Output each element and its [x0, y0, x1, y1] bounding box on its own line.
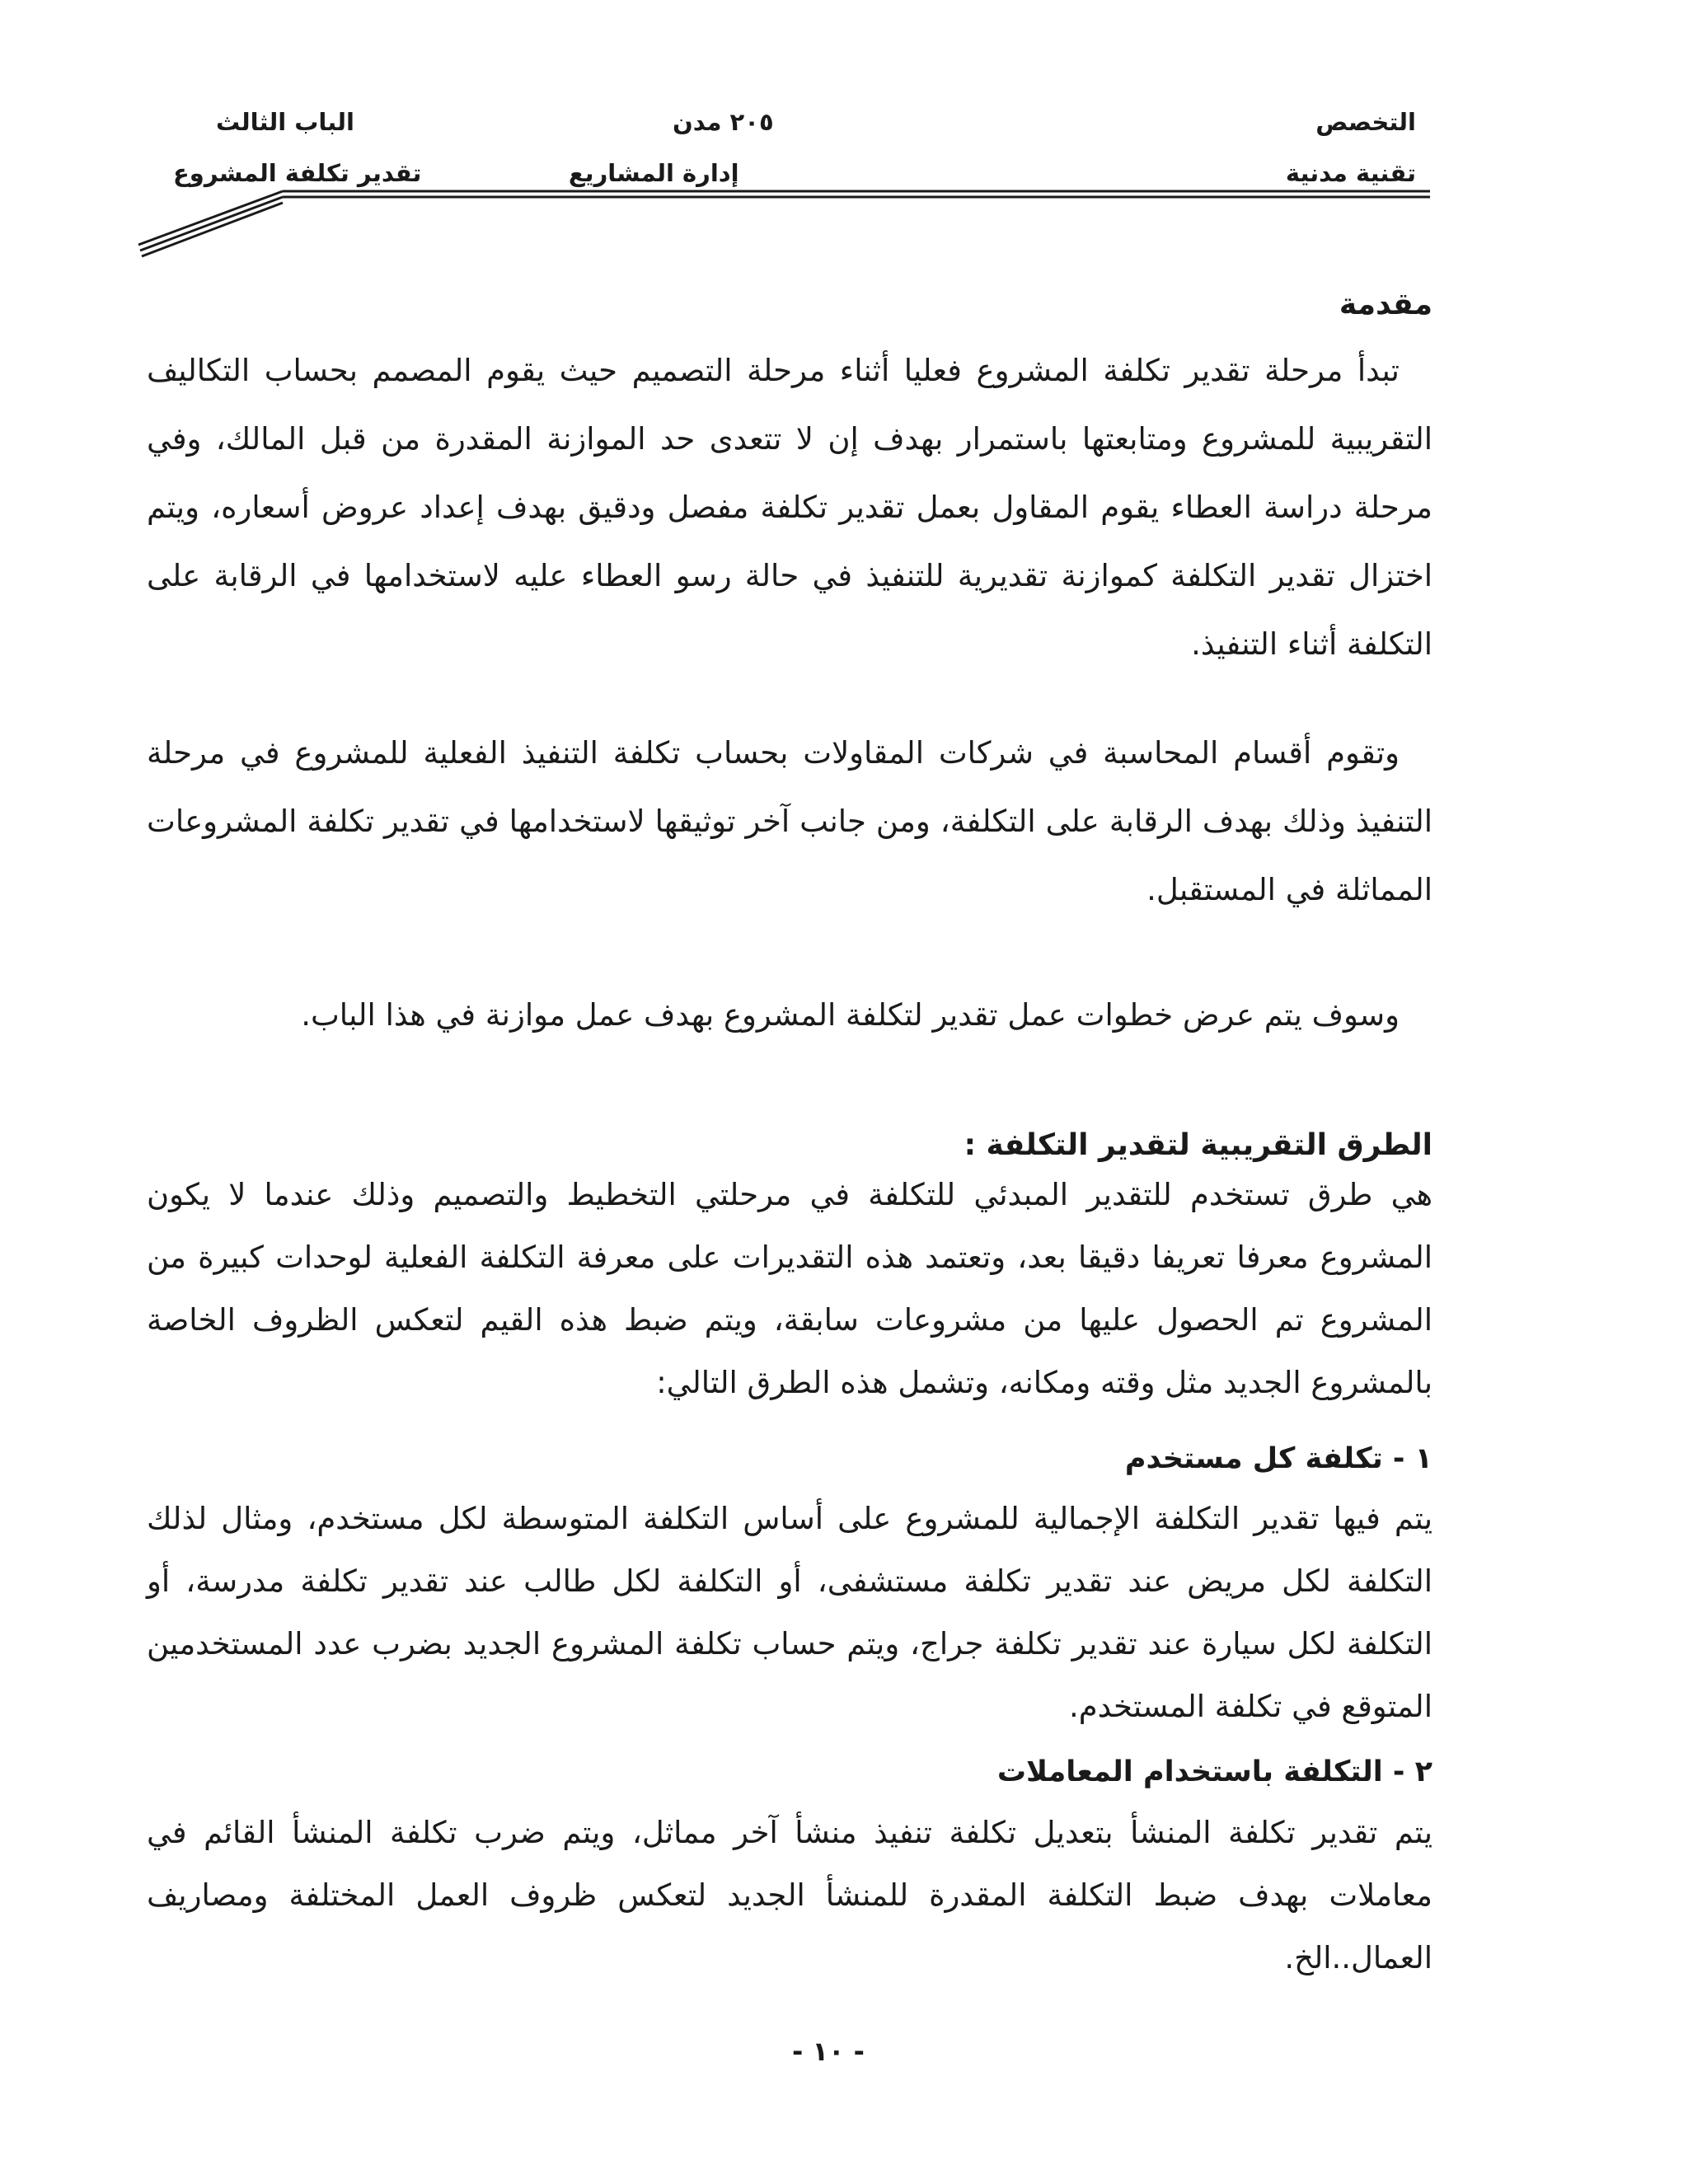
approx-methods-paragraph: هي طرق تستخدم للتقدير المبدئي للتكلفة في مرحلتي التخطيط والتصميم وذلك عندما لا يكون المشروع معرفا تعريفا دقيقا بعد، وتعتمد هذه التقديرات على معرفة التكلفة الفعلية لوحدات كبيرة من المشروع تم الحصول عليها من مشروعات سابقة، ويتم ضبط هذه القيم لتعكس الظروف الخاصة بالمشروع الجديد مثل وقته ومكانه، وتشمل هذه الطرق التالي:: [147, 1177, 1432, 1400]
header-divider: [0, 0, 1688, 272]
method-2-description: يتم تقدير تكلفة المنشأ بتعديل تكلفة تنفيذ منشأ آخر مماثل، ويتم ضرب تكلفة المنشأ القائم في معاملات بهدف ضبط التكلفة المقدرة للمنشأ الجديد لتعكس ظروف العمل المختلفة ومصاريف العمال..الخ.: [147, 1815, 1432, 1975]
method-1-description: يتم فيها تقدير التكلفة الإجمالية للمشروع على أساس التكلفة المتوسطة لكل مستخدم، ومثال لذلك التكلفة لكل مريض عند تقدير تكلفة مستشفى، أو التكلفة لكل طالب عند تقدير تكلفة مدرسة، أو التكلفة لكل سيارة عند تقدير تكلفة جراج، ويتم حساب تكلفة المشروع الجديد بضرب عدد المستخدمين المتوقع في تكلفة المستخدم.: [147, 1501, 1432, 1724]
intro-paragraph-2: وتقوم أقسام المحاسبة في شركات المقاولات بحساب تكلفة التنفيذ الفعلية للمشروع في مرحلة التنفيذ وذلك بهدف الرقابة على التكلفة، ومن جانب آخر توثيقها لاستخدامها في تقدير تكلفة المشروعات المماثلة في المستقبل.: [147, 735, 1432, 907]
course-name: إدارة المشاريع: [568, 159, 739, 187]
specialty-value: تقنية مدنية: [1285, 159, 1416, 187]
method-1-title: ١ - تكلفة كل مستخدم: [1124, 1442, 1432, 1475]
page-number: - ١٠ -: [792, 2036, 865, 2067]
intro-heading: مقدمة: [1339, 288, 1432, 321]
chapter-title: تقدير تكلفة المشروع: [173, 159, 422, 187]
chapter-label: الباب الثالث: [216, 108, 354, 136]
course-code: ٢٠٥ مدن: [672, 108, 774, 136]
intro-paragraph-1: تبدأ مرحلة تقدير تكلفة المشروع فعليا أثناء مرحلة التصميم حيث يقوم المصمم بحساب التكاليف التقريبية للمشروع ومتابعتها باستمرار بهدف إن لا تتعدى حد الموازنة المقدرة من قبل المالك، وفي مرحلة دراسة العطاء يقوم المقاول بعمل تقدير تكلفة مفصل ودقيق بهدف إعداد عروض أسعاره، ويتم اختزال تقدير التكلفة كموازنة تقديرية للتنفيذ في حالة رسو العطاء عليه لاستخدامها في الرقابة على التكلفة أثناء التنفيذ.: [147, 353, 1432, 662]
method-2-title: ٢ - التكلفة باستخدام المعاملات: [996, 1755, 1432, 1788]
approx-methods-heading: الطرق التقريبية لتقدير التكلفة :: [964, 1128, 1432, 1162]
specialty-label: التخصص: [1315, 108, 1416, 136]
intro-paragraph-3: وسوف يتم عرض خطوات عمل تقدير لتكلفة المشروع بهدف عمل موازنة في هذا الباب.: [301, 997, 1400, 1033]
